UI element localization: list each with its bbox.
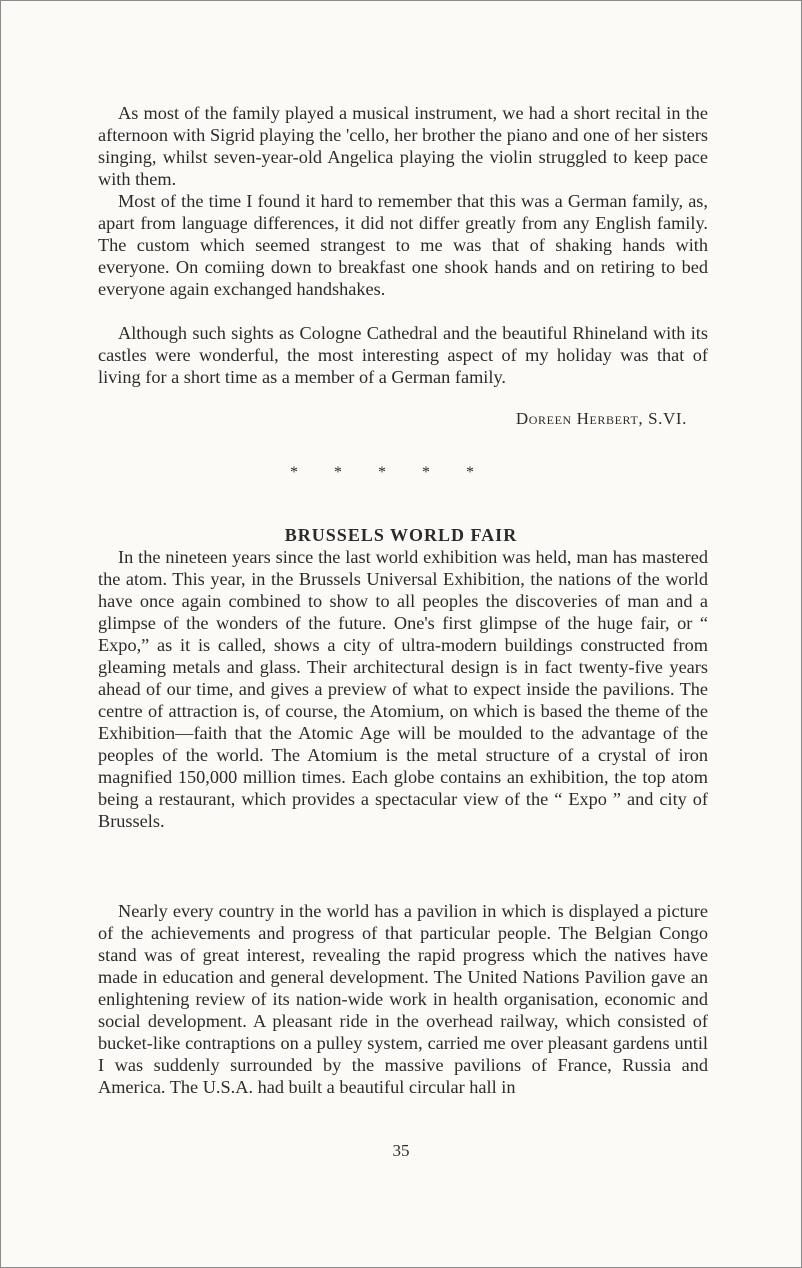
- separator-star: *: [466, 464, 474, 481]
- separator-star: *: [290, 464, 298, 481]
- letter-paragraph-2: Most of the time I found it hard to remember that this was a German family, as, apart from language differences, it did not differ greatly from any English family. The custom which seemed strangest to me was that of shaking hands with everyone. On comiing down to breakfast one shook hands and on retiring to bed everyone again exchanged handshakes.: [98, 191, 708, 299]
- author-name: Doreen Herbert,: [515, 409, 644, 428]
- section-separator: [290, 464, 474, 482]
- separator-star: *: [334, 464, 342, 481]
- letter-paragraph-1: As most of the family played a musical instrument, we had a short recital in the afternoon with Sigrid playing the 'cello, her brother the piano and one of her sisters singing, whilst seven-year-old Angelica playing the violin struggled to keep pace with them.: [98, 103, 708, 189]
- letter-paragraph-3: Although such sights as Cologne Cathedral and the beautiful Rhineland with its castles were wonderful, the most interesting aspect of my holiday was that of living for a short time as a member of a German family.: [98, 323, 708, 387]
- article-title: BRUSSELS WORLD FAIR: [284, 525, 518, 545]
- author-form: S.VI.: [648, 409, 687, 428]
- page-number: 35: [392, 1141, 410, 1160]
- article-paragraph-2: Nearly every country in the world has a pavilion in which is displayed a picture of the achievements and progress of that particular people. The Belgian Congo stand was of great interest, revealing the rapid progress which the natives have made in education and general development. The United Nations Pavilion gave an enlightening review of its nation-wide work in health organisation, economic and social development. A pleasant ride in the overhead railway, which consisted of bucket-like contraptions on a pulley system, carried me over pleasant gardens until I was suddenly surrounded by the massive pavilions of France, Russia and America. The U.S.A. had built a beautiful circular hall in: [98, 901, 708, 1097]
- separator-star: *: [378, 464, 386, 481]
- author-signature: [516, 409, 687, 429]
- article-paragraph-1: In the nineteen years since the last world exhibition was held, man has mastered the atom. This year, in the Brussels Universal Exhibition, the nations of the world have once again combined to show to all peoples the discoveries of man and a glimpse of the wonders of the future. One's first glimpse of the huge fair, or “ Expo,” as it is called, shows a city of ultra-modern buildings constructed from gleaming metals and glass. Their architectural design is in fact twenty-five years ahead of our time, and gives a preview of what to expect inside the pavilions. The centre of attraction is, of course, the Atomium, on which is based the theme of the Exhibition—faith that the Atomic Age will be moulded to the advantage of the peoples of the world. The Atomium is the metal structure of a crystal of iron magnified 150,000 million times. Each globe contains an exhibition, the top atom being a restaurant, which provides a spectacular view of the “ Expo ” and city of Brussels.: [98, 547, 708, 831]
- separator-star: *: [422, 464, 430, 481]
